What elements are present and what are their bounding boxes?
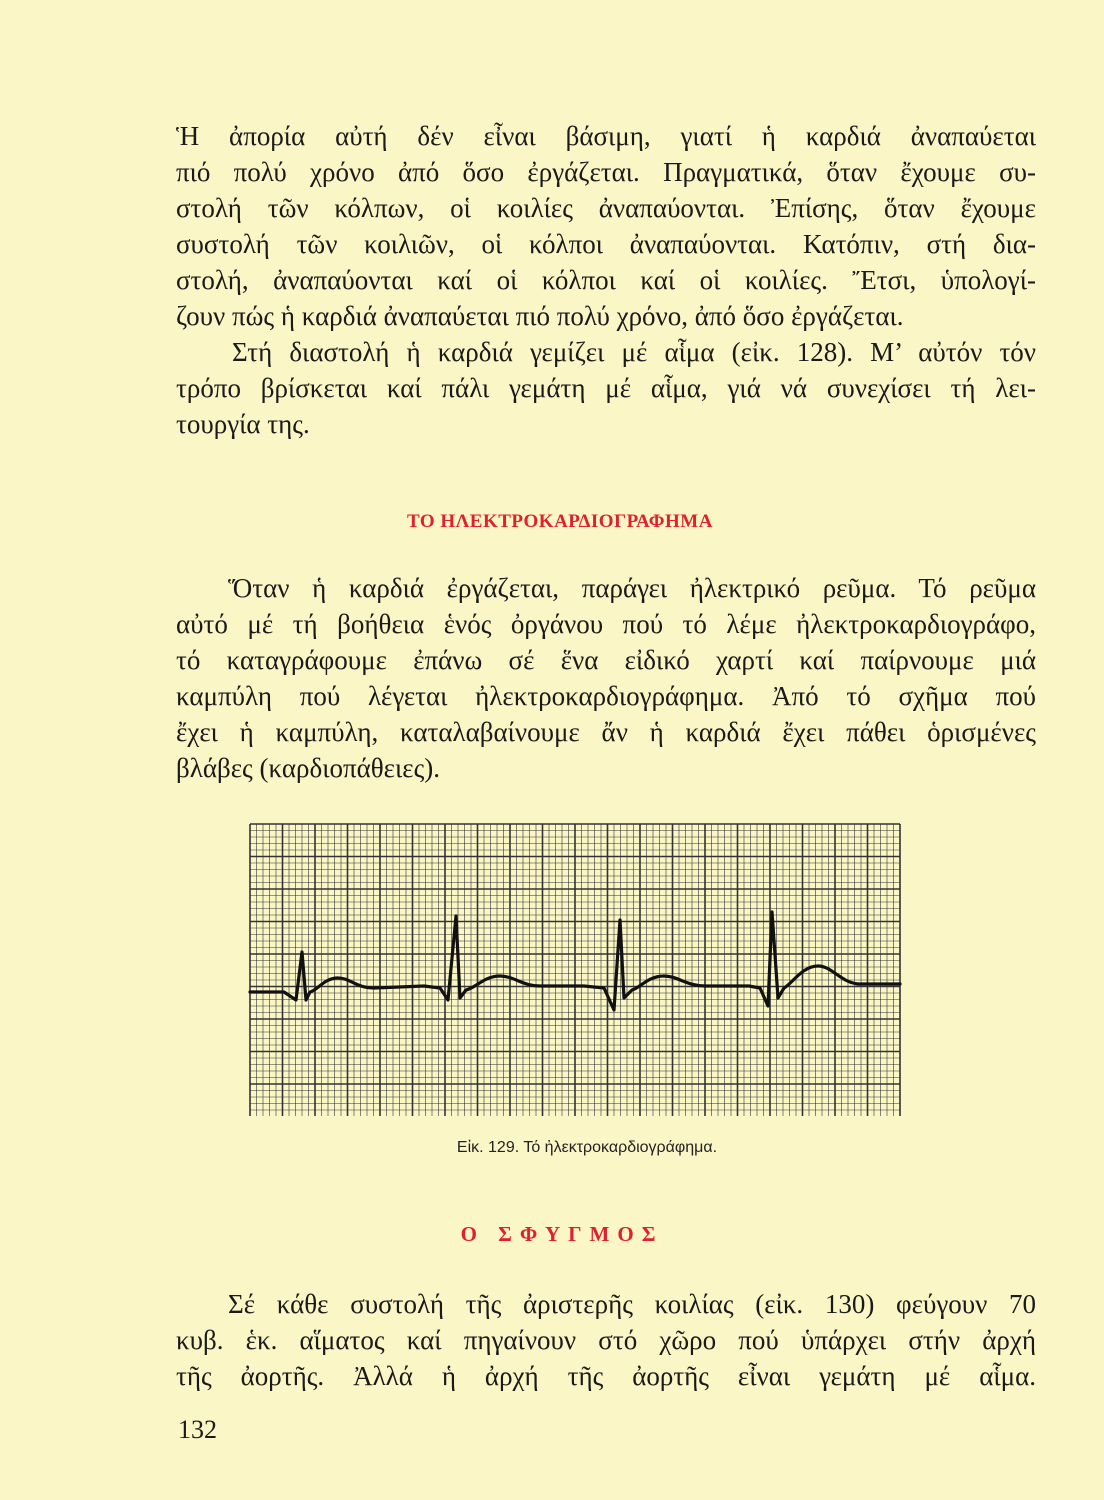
- text-line: κυβ. ἑκ. αἵματος καί πηγαίνουν στό χῶρο πού ὑπάρχει στήν ἀρχή: [176, 1325, 1036, 1355]
- section-heading-electrocardiogram: ΤΟ ΗΛΕΚΤΡΟΚΑΡΔΙΟΓΡΑΦΗΜΑ: [407, 511, 713, 532]
- text-line: τῆς ἀορτῆς. Ἀλλά ἡ ἀρχή τῆς ἀορτῆς εἶναι γεμάτη μέ αἷμα.: [176, 1361, 1036, 1391]
- text-line: Σέ κάθε συστολή τῆς ἀριστερῆς κοιλίας (εἰκ. 130) φεύγουν 70: [228, 1289, 1036, 1319]
- text-line: τρόπο βρίσκεται καί πάλι γεμάτη μέ αἷμα, γιά νά συνεχίσει τή λει-: [176, 373, 1036, 403]
- section-heading-pulse: Ο ΣΦΥΓΜΟΣ: [460, 1222, 664, 1246]
- page-number: 132: [178, 1415, 217, 1444]
- text-line: στολή, ἀναπαύονται καί οἱ κόλποι καί οἱ κοιλίες. Ἔτσι, ὑπολογί-: [176, 265, 1036, 295]
- text-line: βλάβες (καρδιοπάθειες).: [176, 753, 441, 783]
- text-line: αὐτό μέ τή βοήθεια ἑνός ὀργάνου πού τό λέμε ἠλεκτροκαρδιογράφο,: [176, 609, 1036, 639]
- paragraph-pulse: [176, 1286, 1036, 1394]
- text-line: ζουν πώς ἡ καρδιά ἀναπαύεται πιό πολύ χρόνο, ἀπό ὅσο ἐργάζεται.: [176, 301, 904, 331]
- text-line: τό καταγράφουμε ἐπάνω σέ ἕνα εἰδικό χαρτί καί παίρνουμε μιά: [176, 645, 1036, 675]
- text-line: καμπύλη πού λέγεται ἠλεκτροκαρδιογράφημα. Ἀπό τό σχῆμα πού: [176, 681, 1036, 711]
- text-line: τουργία της.: [176, 409, 310, 439]
- text-line: ἔχει ἡ καμπύλη, καταλαβαίνουμε ἄν ἡ καρδιά ἔχει πάθει ὁρισμένες: [176, 717, 1036, 747]
- text-line: Στή διαστολή ἡ καρδιά γεμίζει μέ αἷμα (εἰκ. 128). Μ’ αὐτόν τόν: [232, 337, 1036, 367]
- text-line: Ὅταν ἡ καρδιά ἐργάζεται, παράγει ἠλεκτρικό ρεῦμα. Τό ρεῦμα: [228, 573, 1036, 603]
- text-line: συστολή τῶν κοιλιῶν, οἱ κόλποι ἀναπαύονται. Κατόπιν, στή δια-: [176, 229, 1036, 259]
- figure-caption: Εἰκ. 129. Τό ἠλεκτροκαρδιογράφημα.: [456, 1139, 718, 1156]
- ecg-figure: [244, 820, 906, 1120]
- text-line: στολή τῶν κόλπων, οἱ κοιλίες ἀναπαύονται. Ἐπίσης, ὅταν ἔχουμε: [176, 193, 1036, 223]
- text-line: πιό πολύ χρόνο ἀπό ὅσο ἐργάζεται. Πραγματικά, ὅταν ἔχουμε συ-: [176, 157, 1036, 187]
- paragraph-electrocardiogram: [176, 570, 1036, 786]
- text-line: Ἡ ἀπορία αὐτή δέν εἶναι βάσιμη, γιατί ἡ καρδιά ἀναπαύεται: [176, 121, 1036, 151]
- paragraph-heart-rest: [176, 118, 1036, 442]
